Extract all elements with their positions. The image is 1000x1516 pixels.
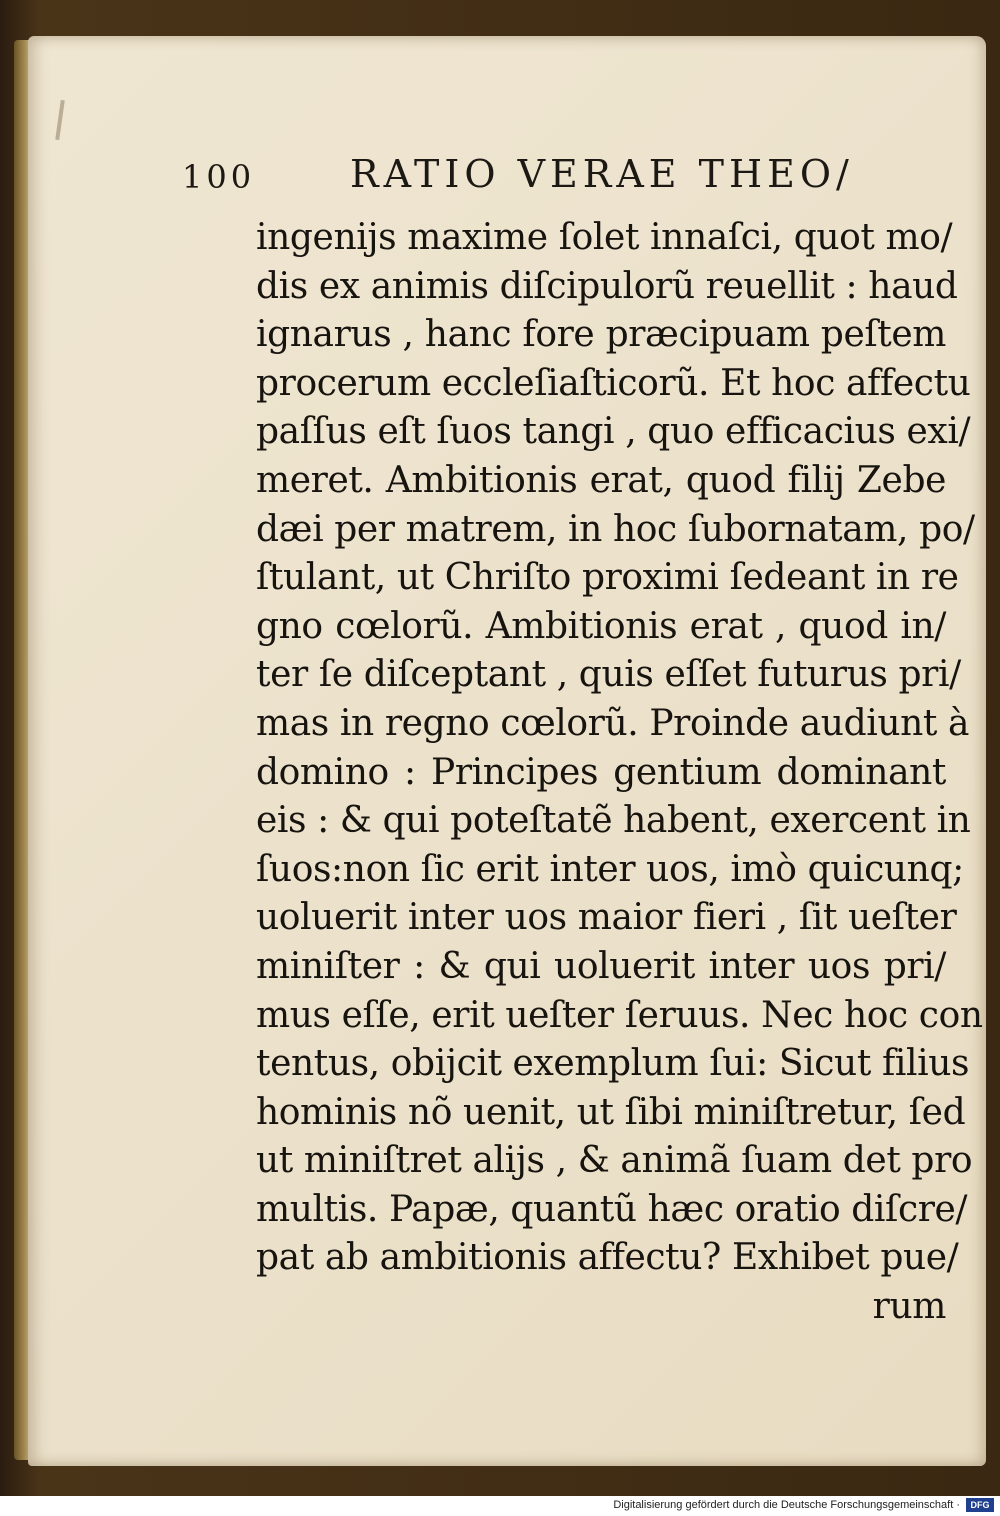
page-number: 100 [182, 158, 256, 196]
catchword: rum [872, 1286, 946, 1328]
dfg-logo: DFG [966, 1498, 994, 1512]
text-line: dæi per matrem, in hoc ſubornatam, po/ [256, 508, 975, 550]
text-line: ſuos:non ſic erit inter uos, imò quicunq; [256, 848, 964, 890]
body-text [256, 214, 983, 1332]
text-line: procerum eccleſiaſticorũ. Et hoc affectu [256, 362, 971, 404]
text-line: gno cœlorũ. Ambitionis erat , quod in/ [256, 605, 946, 647]
text-line: hominis nõ uenit, ut ſibi miniſtretur, ſed [256, 1091, 966, 1133]
text-line: ut miniſtret alijs , & animã ſuam det pro [256, 1140, 973, 1182]
text-line: paſſus eſt ſuos tangi , quo efficacius exi/ [256, 411, 971, 453]
text-line: meret. Ambitionis erat, quod filij Zebe [256, 459, 946, 501]
text-line: mus eſſe, erit ueſter ſeruus. Nec hoc con [256, 994, 983, 1036]
digitization-credit: Digitalisierung gefördert durch die Deutsche Forschungsgemeinschaft · [613, 1499, 960, 1511]
text-line: ingenijs maxime ſolet innaſci, quot mo/ [256, 217, 953, 258]
text-line: uoluerit inter uos maior fieri , ſit ueſter [256, 897, 957, 939]
text-line: pat ab ambitionis affectu? Exhibet pue/ [256, 1237, 959, 1279]
text-line: dis ex animis diſcipulorũ reuellit : haud [256, 265, 958, 307]
text-line: miniſter : & qui uoluerit inter uos pri/ [256, 945, 946, 987]
text-line: tentus, obijcit exemplum ſui: Sicut filius [256, 1043, 970, 1085]
text-line: ignarus , hanc fore præcipuam peſtem [256, 314, 946, 356]
text-line: ter ſe diſceptant , quis eſſet futurus pri/ [256, 654, 961, 696]
text-line: domino : Principes gentium dominant [256, 751, 946, 793]
text-line: multis. Papæ, quantũ hæc oratio diſcre/ [256, 1188, 968, 1230]
text-line: ſtulant, ut Chriſto proximi ſedeant in re [256, 557, 959, 599]
footer-bar [0, 1496, 1000, 1516]
text-line: mas in regno cœlorũ. Proinde audiunt à [256, 702, 970, 744]
running-head: RATIO VERAE THEO/ [350, 152, 854, 196]
text-line: eis : & qui poteſtatẽ habent, exercent in [256, 800, 971, 842]
